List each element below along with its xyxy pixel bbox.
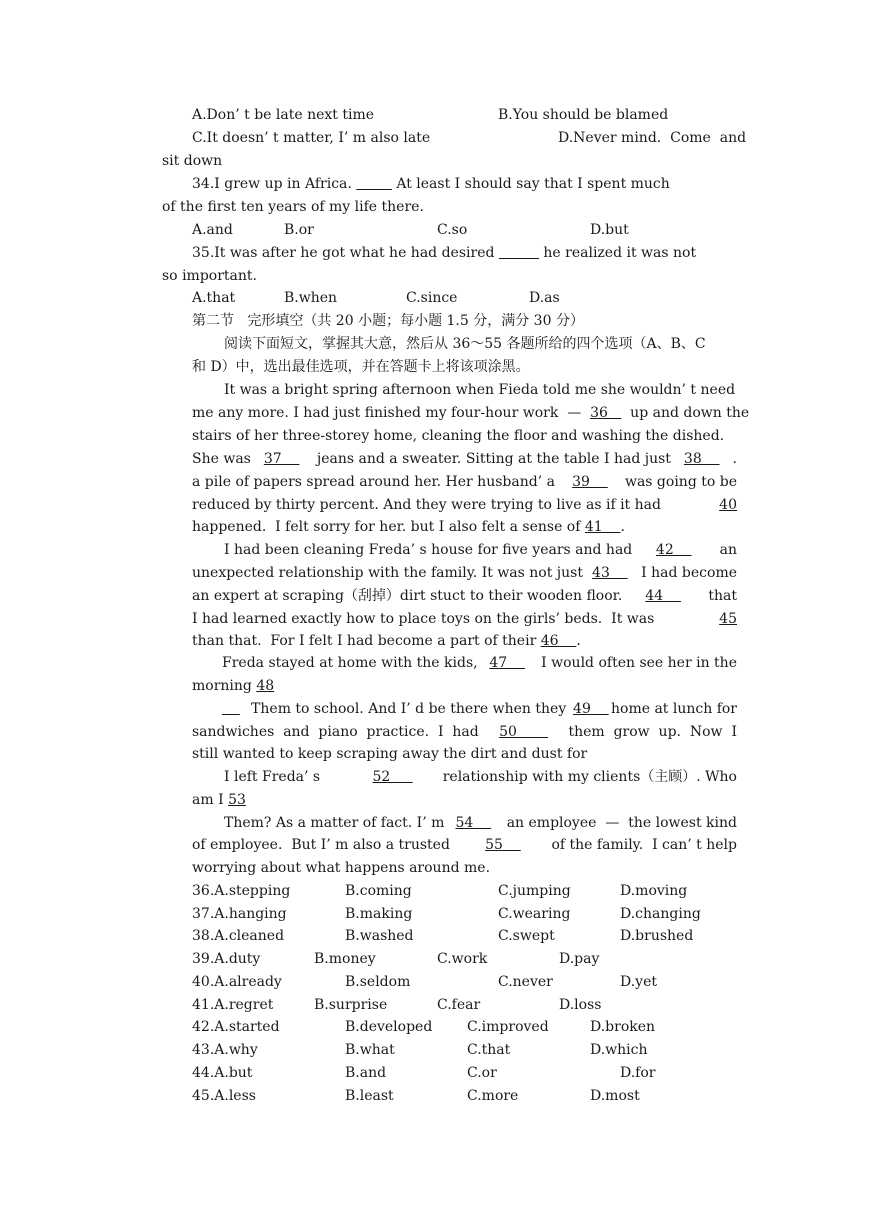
option-44-b: B.and	[345, 1065, 387, 1081]
section-heading: 第二节 完形填空（共 20 小题；每小题 1.5 分，满分 30 分）	[192, 313, 584, 329]
option-40-a: 40.A.already	[192, 974, 282, 990]
option-43-c: C.that	[467, 1042, 511, 1058]
q33-option-b: B.You should be blamed	[498, 107, 669, 123]
passage-text: Freda stayed at home with the kids,	[222, 655, 483, 671]
question-35-cont: so important.	[162, 268, 257, 284]
passage-text: am I	[192, 792, 229, 808]
option-41-b: B.surprise	[314, 997, 388, 1013]
option-36-c: C.jumping	[498, 883, 571, 899]
passage-text: I would often see her in the	[532, 655, 737, 671]
passage-text: home at lunch for	[611, 701, 737, 717]
option-45-a: 45.A.less	[192, 1088, 256, 1104]
passage-text: sandwiches and piano practice. I had	[192, 724, 488, 740]
q33-option-d-cont: sit down	[162, 153, 223, 169]
q35-option-a: A.that	[192, 290, 236, 306]
passage-text: I left Freda’ s	[224, 769, 356, 785]
passage-line	[192, 471, 737, 494]
option-37-c: C.wearing	[498, 906, 571, 922]
passage-line: still wanted to keep scraping away the dirt and dust for	[192, 746, 588, 762]
question-35	[192, 242, 696, 265]
passage-line	[224, 766, 737, 789]
passage-line	[222, 652, 737, 675]
option-39-d: D.pay	[559, 951, 600, 967]
passage-text: me any more. I had just finished my four-hour work —	[192, 405, 591, 421]
option-42-b: B.developed	[345, 1019, 433, 1035]
passage-text: I had become	[632, 565, 737, 581]
option-36-b: B.coming	[345, 883, 412, 899]
passage-text: an	[710, 542, 737, 558]
blank-38: 38	[683, 451, 720, 467]
passage-line	[192, 494, 737, 517]
q34-text-a: 34.I grew up in Africa.	[192, 176, 357, 192]
passage-text: I had been cleaning Freda’ s house for five years and had	[224, 542, 637, 558]
passage-line	[192, 630, 581, 653]
option-39-b: B.money	[314, 951, 376, 967]
option-42-a: 42.A.started	[192, 1019, 280, 1035]
passage-line	[192, 562, 737, 585]
q33-option-d: D.Never mind. Come and	[558, 130, 747, 146]
passage-line	[192, 834, 737, 857]
blank-42: 42	[655, 542, 692, 558]
question-34	[192, 173, 670, 196]
section-instructions-cont: 和 D）中，选出最佳选项，并在答题卡上将该项涂黑。	[192, 359, 530, 375]
passage-text: that	[699, 588, 737, 604]
blank-36: 36	[590, 405, 622, 421]
q33-option-a: A.Don’ t be late next time	[192, 107, 375, 123]
blank-48-line	[222, 698, 240, 721]
q35-option-b: B.when	[284, 290, 338, 306]
option-42-c: C.improved	[467, 1019, 549, 1035]
passage-text: was going to be	[620, 474, 737, 490]
q34-option-c: C.so	[437, 222, 468, 238]
passage-text: .	[620, 519, 625, 535]
passage-text: unexpected relationship with the family. It was not just	[192, 565, 588, 581]
option-37-b: B.making	[345, 906, 413, 922]
blank-37: 37	[263, 451, 300, 467]
passage-line	[192, 402, 750, 425]
option-45-c: C.more	[467, 1088, 519, 1104]
blank-41: 41	[584, 519, 621, 535]
option-40-b: B.seldom	[345, 974, 411, 990]
q34-option-a: A.and	[192, 222, 233, 238]
passage-text: Them? As a matter of fact. I’ m	[224, 815, 454, 831]
section-instructions: 阅读下面短文，掌握其大意，然后从 36～55 各题所给的四个选项（A、B、C	[224, 336, 706, 352]
blank-54: 54	[455, 815, 492, 831]
option-38-a: 38.A.cleaned	[192, 928, 285, 944]
passage-line	[192, 448, 737, 471]
option-39-a: 39.A.duty	[192, 951, 261, 967]
option-41-a: 41.A.regret	[192, 997, 274, 1013]
blank-40: 40	[719, 497, 737, 513]
option-45-b: B.least	[345, 1088, 394, 1104]
passage-text: I had learned exactly how to place toys on the girls’ beds. It was	[192, 611, 664, 627]
q34-blank	[356, 176, 392, 192]
passage-text: morning	[192, 678, 257, 694]
passage-text: jeans and a sweater. Sitting at the table I had just	[307, 451, 676, 467]
passage-text: an expert at scraping（刮掉）dirt stuct to their wooden floor.	[192, 588, 627, 604]
q35-option-d: D.as	[529, 290, 560, 306]
passage-text: an employee — the lowest kind	[493, 815, 737, 831]
passage-text: of the family. I can’ t help	[547, 837, 737, 853]
option-40-d: D.yet	[620, 974, 657, 990]
option-43-b: B.what	[345, 1042, 395, 1058]
option-39-c: C.work	[437, 951, 488, 967]
blank-39: 39	[572, 474, 608, 490]
option-41-d: D.loss	[559, 997, 602, 1013]
option-44-d: D.for	[620, 1065, 656, 1081]
blank-45: 45	[719, 611, 737, 627]
passage-line	[192, 608, 737, 631]
question-34-cont: of the first ten years of my life there.	[162, 199, 424, 215]
q34-option-b: B.or	[284, 222, 314, 238]
passage-text: of employee. But I’ m also a trusted	[192, 837, 459, 853]
passage-text: Them to school. And I’ d be there when they	[242, 701, 571, 717]
blank-49: 49	[573, 701, 609, 717]
passage-text: a pile of papers spread around her. Her husband’ a	[192, 474, 560, 490]
passage-text: relationship with my clients（主顾）. Who	[429, 769, 737, 785]
passage-text: .	[576, 633, 581, 649]
option-36-a: 36.A.stepping	[192, 883, 291, 899]
passage-text: happened. I felt sorry for her. but I also felt a sense of	[192, 519, 585, 535]
option-38-c: C.swept	[498, 928, 555, 944]
blank-53: 53	[228, 792, 246, 808]
option-37-a: 37.A.hanging	[192, 906, 287, 922]
blank-43: 43	[592, 565, 628, 581]
q35-text-b: he realized it was not	[538, 245, 697, 261]
blank-47: 47	[489, 655, 525, 671]
option-43-a: 43.A.why	[192, 1042, 258, 1058]
option-38-b: B.washed	[345, 928, 414, 944]
option-43-d: D.which	[590, 1042, 648, 1058]
passage-text: reduced by thirty percent. And they were trying to live as if it had	[192, 497, 666, 513]
passage-line: stairs of her three-storey home, cleaning the floor and washing the dished.	[192, 428, 725, 444]
passage-line	[222, 698, 737, 721]
blank-50: 50	[499, 724, 549, 740]
option-38-d: D.brushed	[620, 928, 694, 944]
option-45-d: D.most	[590, 1088, 640, 1104]
passage-line	[224, 539, 737, 562]
passage-line: worrying about what happens around me.	[192, 860, 491, 876]
passage-text: up and down the	[621, 405, 750, 421]
passage-text: .	[728, 451, 737, 467]
q34-text-b: At least I should say that I spent much	[391, 176, 670, 192]
passage-line	[192, 721, 737, 744]
passage-line	[192, 585, 737, 608]
q34-option-d: D.but	[590, 222, 629, 238]
option-36-d: D.moving	[620, 883, 688, 899]
passage-text: She was	[192, 451, 256, 467]
blank-44: 44	[645, 588, 681, 604]
passage-text: them grow up. Now I	[559, 724, 737, 740]
option-41-c: C.fear	[437, 997, 481, 1013]
q33-option-c: C.It doesn’ t matter, I’ m also late	[192, 130, 431, 146]
blank-55: 55	[485, 837, 521, 853]
q35-text-a: 35.It was after he got what he had desired	[192, 245, 499, 261]
option-42-d: D.broken	[590, 1019, 656, 1035]
option-44-a: 44.A.but	[192, 1065, 253, 1081]
passage-line	[192, 516, 625, 539]
passage-line: It was a bright spring afternoon when Fieda told me she wouldn’ t need	[224, 382, 736, 398]
q35-blank	[499, 245, 539, 261]
passage-line	[192, 789, 246, 812]
option-44-c: C.or	[467, 1065, 497, 1081]
passage-line	[192, 675, 274, 698]
passage-text: than that. For I felt I had become a part of their	[192, 633, 541, 649]
option-37-d: D.changing	[620, 906, 701, 922]
blank-48: 48	[256, 678, 275, 694]
blank-46: 46	[540, 633, 577, 649]
blank-52: 52	[372, 769, 413, 785]
option-40-c: C.never	[498, 974, 553, 990]
passage-line	[224, 812, 737, 835]
q35-option-c: C.since	[406, 290, 458, 306]
